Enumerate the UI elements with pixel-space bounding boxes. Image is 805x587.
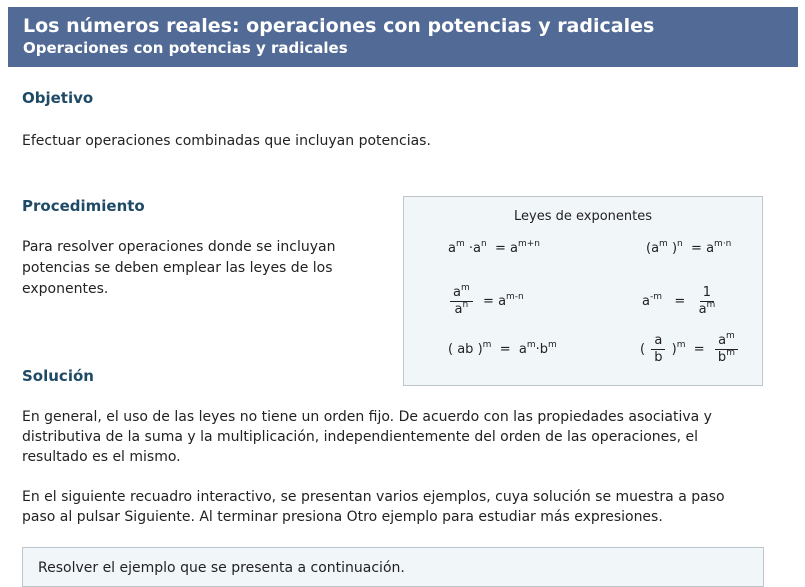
law-term: a — [510, 241, 518, 256]
law-operator: ( — [448, 342, 454, 357]
law-term: a — [651, 333, 665, 350]
interactive-prompt: Resolver el ejemplo que se presenta a continuación. — [38, 560, 405, 576]
law-quotient-same-base — [448, 285, 524, 318]
law-term: 1 — [700, 285, 714, 302]
law-operator: ) — [477, 342, 483, 357]
law-product-same-base — [448, 241, 540, 256]
law-term: a — [651, 241, 660, 256]
law-exponent: m — [482, 340, 492, 350]
law-exponent: m — [726, 331, 735, 341]
law-term: a — [453, 285, 461, 300]
procedimiento-heading: Procedimiento — [22, 197, 145, 215]
objetivo-text: Efectuar operaciones combinadas que incluyan potencias. — [22, 133, 431, 149]
law-fraction — [715, 333, 738, 366]
law-exponent: m — [548, 340, 557, 350]
law-power-of-quotient — [640, 333, 740, 366]
law-exponent: m — [676, 340, 686, 350]
solucion-heading: Solución — [22, 367, 94, 385]
law-fraction — [450, 285, 473, 318]
law-operator: ( — [646, 241, 652, 256]
law-term: b — [654, 350, 663, 365]
law-operator: = — [499, 342, 511, 357]
law-term: b — [539, 342, 549, 357]
law-term: a — [518, 342, 527, 357]
law-exponent: m — [659, 239, 668, 249]
law-exponent: m+n — [518, 239, 541, 249]
page-subtitle: Operaciones con potencias y radicales — [23, 39, 348, 57]
law-operator: = — [691, 241, 702, 256]
law-term: a — [642, 294, 650, 309]
law-term: a — [473, 241, 481, 256]
page-header — [8, 7, 798, 67]
solucion-paragraph-1: En general, el uso de las leyes no tiene un orden fijo. De acuerdo con las propiedades asociativa y distributiva de la suma y la multiplicación, independientemente del orden de las operaciones, el resultado es el mismo. — [22, 409, 712, 465]
law-term: a — [498, 294, 507, 309]
law-term: a — [448, 241, 456, 256]
law-operator: ) — [671, 342, 677, 357]
law-fraction — [696, 285, 719, 318]
law-term: a — [706, 241, 715, 256]
law-fraction — [651, 333, 665, 366]
law-power-of-product — [448, 342, 557, 357]
law-exponent: m — [706, 300, 716, 310]
exponent-laws-box — [403, 196, 763, 386]
law-exponent: m — [460, 283, 470, 293]
law-exponent: m-n — [506, 292, 524, 302]
law-term: a — [718, 333, 727, 348]
law-term: ab — [457, 342, 474, 357]
procedimiento-text: Para resolver operaciones donde se incluyan potencias se deben emplear las leyes de los exponentes. — [22, 239, 336, 297]
law-power-of-power — [646, 241, 731, 256]
law-operator: = — [693, 342, 705, 357]
law-exponent: m — [726, 348, 735, 358]
law-exponent: -m — [649, 292, 662, 302]
law-exponent: n — [462, 300, 469, 310]
interactive-example-box[interactable] — [22, 547, 764, 587]
law-exponent: m·n — [714, 239, 732, 249]
law-exponent: n — [481, 239, 487, 249]
law-exponent: n — [677, 239, 683, 249]
law-operator: ) — [671, 241, 678, 256]
law-term: b — [717, 350, 727, 365]
law-operator: = — [483, 294, 494, 309]
law-operator: ( — [640, 342, 646, 357]
law-exponent: m — [455, 239, 465, 249]
law-operator: = — [494, 241, 506, 256]
page-title: Los números reales: operaciones con potencias y radicales — [23, 15, 655, 37]
laws-title: Leyes de exponentes — [513, 209, 652, 224]
law-exponent: m — [526, 340, 536, 350]
law-term: a — [454, 302, 463, 317]
law-term: a — [698, 302, 707, 317]
objetivo-heading: Objetivo — [22, 89, 94, 107]
solucion-paragraph-2: En el siguiente recuadro interactivo, se presentan varios ejemplos, cuya solución se muestra a paso paso al pulsar Siguiente. Al terminar presiona Otro ejemplo para estudiar más expresiones. — [22, 489, 725, 525]
law-negative-exponent — [642, 285, 720, 318]
law-operator: · — [535, 342, 540, 357]
law-operator: · — [468, 241, 474, 256]
law-operator: = — [674, 294, 686, 309]
